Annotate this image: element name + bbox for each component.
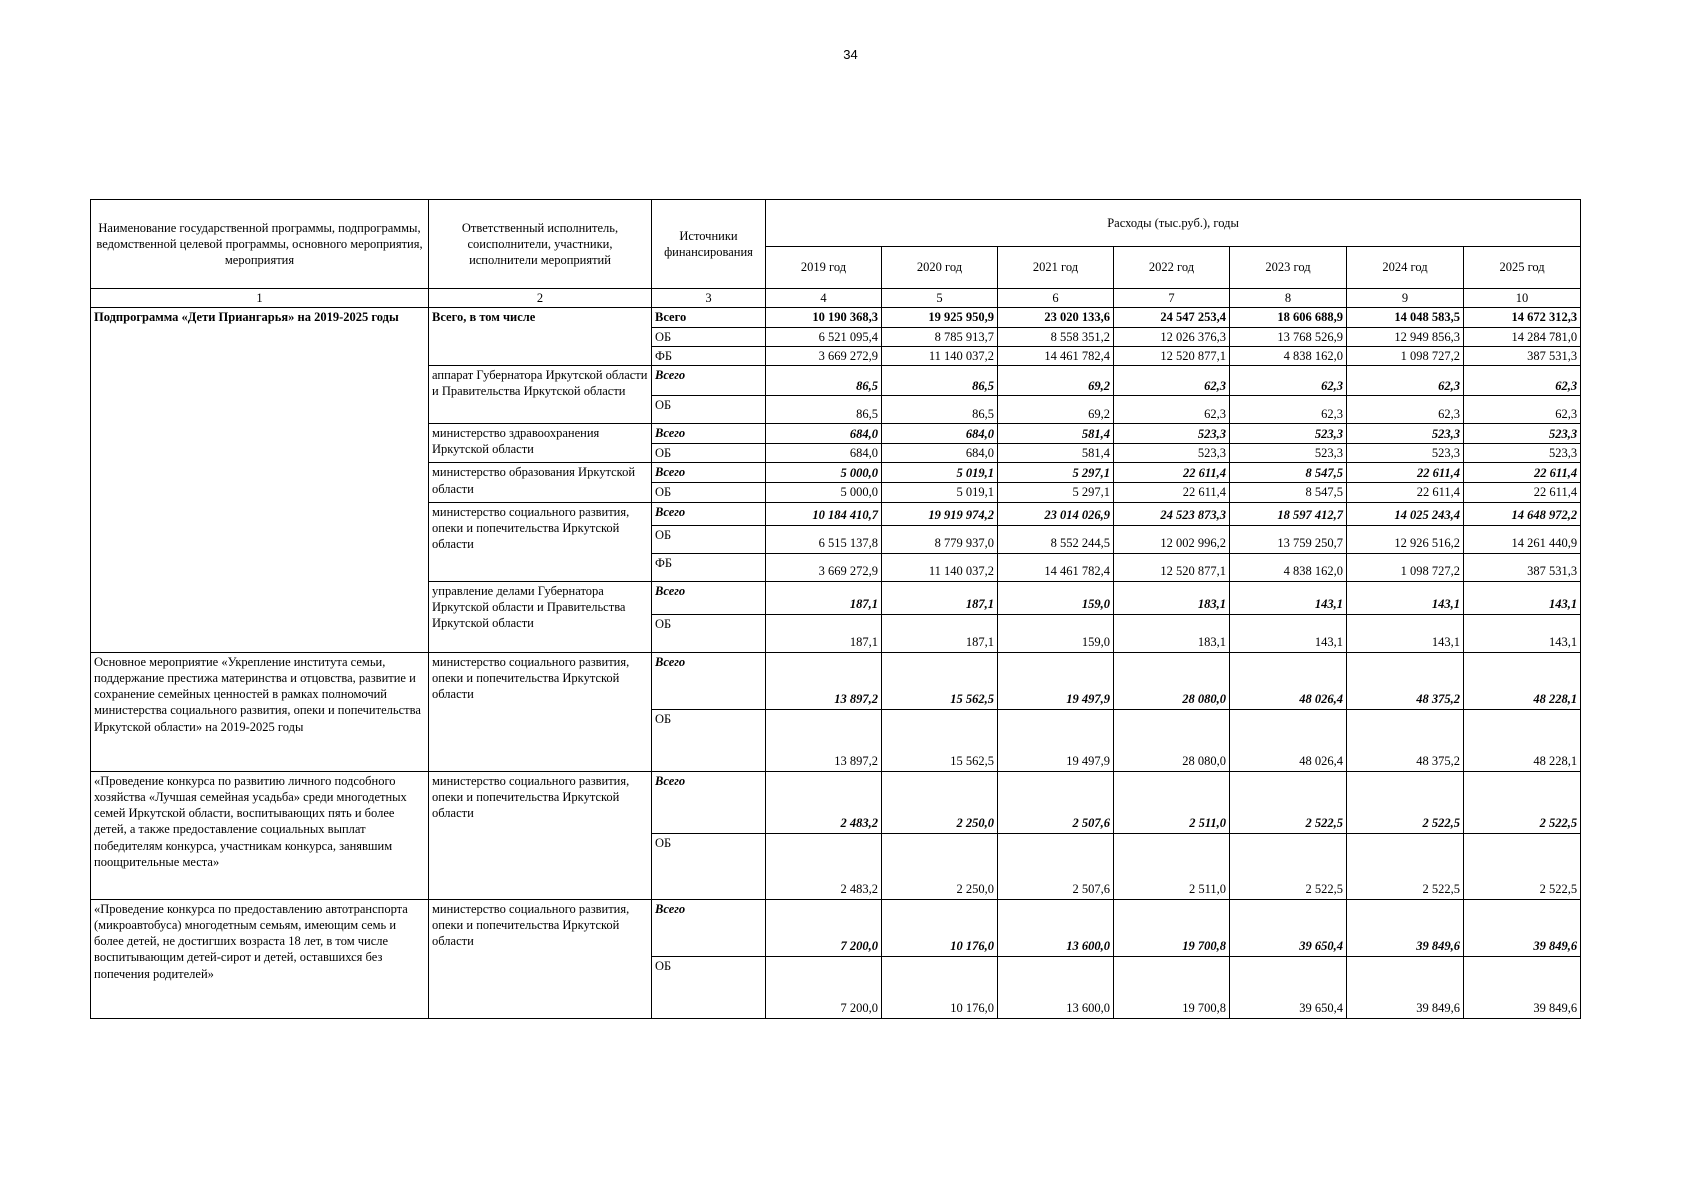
- expense-value-cell: 62,3: [1347, 366, 1464, 396]
- expense-value-cell: 3 669 272,9: [766, 553, 882, 581]
- expense-value-cell: 5 000,0: [766, 483, 882, 502]
- expense-value-cell: 5 297,1: [998, 483, 1114, 502]
- header-year: 2019 год: [766, 247, 882, 289]
- expense-value-cell: 12 520 877,1: [1114, 346, 1230, 365]
- expense-value-cell: 69,2: [998, 366, 1114, 396]
- expense-value-cell: 62,3: [1230, 366, 1347, 396]
- expense-value-cell: 1 098 727,2: [1347, 346, 1464, 365]
- funding-source-cell: Всего: [652, 652, 766, 709]
- expense-value-cell: 62,3: [1114, 366, 1230, 396]
- column-number: 3: [652, 289, 766, 308]
- expense-value-cell: 8 558 351,2: [998, 327, 1114, 346]
- expense-value-cell: 23 020 133,6: [998, 308, 1114, 327]
- funding-source-cell: ОБ: [652, 833, 766, 899]
- expense-value-cell: 14 461 782,4: [998, 553, 1114, 581]
- expense-value-cell: 86,5: [882, 366, 998, 396]
- table-row: [91, 308, 1581, 327]
- expense-value-cell: 62,3: [1347, 396, 1464, 424]
- funding-source-cell: ОБ: [652, 956, 766, 1018]
- expense-value-cell: 684,0: [766, 444, 882, 463]
- expense-value-cell: 18 606 688,9: [1230, 308, 1347, 327]
- expense-value-cell: 1 098 727,2: [1347, 553, 1464, 581]
- expense-value-cell: 4 838 162,0: [1230, 553, 1347, 581]
- expense-value-cell: 3 669 272,9: [766, 346, 882, 365]
- table-row: [91, 652, 1581, 709]
- funding-source-cell: Всего: [652, 308, 766, 327]
- expense-value-cell: 19 919 974,2: [882, 502, 998, 525]
- expense-value-cell: 187,1: [766, 581, 882, 614]
- table-body: [91, 308, 1581, 1018]
- expense-value-cell: 19 700,8: [1114, 899, 1230, 956]
- expense-value-cell: 143,1: [1464, 581, 1581, 614]
- funding-source-cell: Всего: [652, 899, 766, 956]
- expense-value-cell: 14 261 440,9: [1464, 525, 1581, 553]
- funding-source-cell: ОБ: [652, 483, 766, 502]
- expense-value-cell: 28 080,0: [1114, 709, 1230, 771]
- expense-value-cell: 8 785 913,7: [882, 327, 998, 346]
- expense-value-cell: 5 019,1: [882, 463, 998, 483]
- expense-value-cell: 7 200,0: [766, 899, 882, 956]
- expense-value-cell: 684,0: [882, 424, 998, 444]
- column-number: 10: [1464, 289, 1581, 308]
- header-year: 2024 год: [1347, 247, 1464, 289]
- expense-value-cell: 11 140 037,2: [882, 346, 998, 365]
- expense-value-cell: 581,4: [998, 424, 1114, 444]
- expense-value-cell: 4 838 162,0: [1230, 346, 1347, 365]
- table-row: [91, 899, 1581, 956]
- expense-value-cell: 62,3: [1464, 366, 1581, 396]
- expense-value-cell: 28 080,0: [1114, 652, 1230, 709]
- header-year: 2025 год: [1464, 247, 1581, 289]
- expense-value-cell: 86,5: [766, 366, 882, 396]
- expense-value-cell: 523,3: [1464, 424, 1581, 444]
- expense-value-cell: 10 176,0: [882, 899, 998, 956]
- expense-value-cell: 8 552 244,5: [998, 525, 1114, 553]
- expense-value-cell: 187,1: [766, 614, 882, 652]
- expense-value-cell: 48 228,1: [1464, 709, 1581, 771]
- expense-value-cell: 6 515 137,8: [766, 525, 882, 553]
- expense-value-cell: 39 650,4: [1230, 899, 1347, 956]
- funding-source-cell: ФБ: [652, 346, 766, 365]
- expense-value-cell: 14 461 782,4: [998, 346, 1114, 365]
- expense-value-cell: 159,0: [998, 581, 1114, 614]
- expense-value-cell: 143,1: [1230, 614, 1347, 652]
- column-number: 9: [1347, 289, 1464, 308]
- funding-source-cell: Всего: [652, 366, 766, 396]
- expense-value-cell: 13 897,2: [766, 709, 882, 771]
- expense-value-cell: 13 897,2: [766, 652, 882, 709]
- expense-value-cell: 523,3: [1464, 444, 1581, 463]
- expense-value-cell: 19 497,9: [998, 709, 1114, 771]
- expense-value-cell: 387 531,3: [1464, 346, 1581, 365]
- expense-value-cell: 48 026,4: [1230, 709, 1347, 771]
- expense-value-cell: 2 483,2: [766, 771, 882, 833]
- expense-value-cell: 22 611,4: [1464, 463, 1581, 483]
- expense-value-cell: 2 511,0: [1114, 833, 1230, 899]
- expense-value-cell: 10 176,0: [882, 956, 998, 1018]
- page-number: 34: [843, 47, 858, 62]
- expense-value-cell: 12 520 877,1: [1114, 553, 1230, 581]
- column-number: 5: [882, 289, 998, 308]
- expense-value-cell: 22 611,4: [1114, 483, 1230, 502]
- executor-cell: министерство социального развития, опеки и попечительства Иркутской области: [429, 771, 652, 899]
- column-numbers-row: [91, 289, 1581, 308]
- executor-cell: министерство образования Иркутской области: [429, 463, 652, 502]
- expense-value-cell: 12 926 516,2: [1347, 525, 1464, 553]
- expense-value-cell: 39 650,4: [1230, 956, 1347, 1018]
- expense-value-cell: 2 507,6: [998, 833, 1114, 899]
- expense-value-cell: 23 014 026,9: [998, 502, 1114, 525]
- expense-value-cell: 48 375,2: [1347, 652, 1464, 709]
- funding-source-cell: Всего: [652, 581, 766, 614]
- expense-value-cell: 2 483,2: [766, 833, 882, 899]
- header-year: 2023 год: [1230, 247, 1347, 289]
- expense-value-cell: 10 190 368,3: [766, 308, 882, 327]
- header-year: 2020 год: [882, 247, 998, 289]
- funding-source-cell: ФБ: [652, 553, 766, 581]
- funding-source-cell: Всего: [652, 771, 766, 833]
- expense-value-cell: 13 768 526,9: [1230, 327, 1347, 346]
- expense-value-cell: 5 297,1: [998, 463, 1114, 483]
- expense-value-cell: 684,0: [766, 424, 882, 444]
- executor-cell: министерство здравоохранения Иркутской области: [429, 424, 652, 463]
- expense-value-cell: 7 200,0: [766, 956, 882, 1018]
- expense-value-cell: 22 611,4: [1347, 483, 1464, 502]
- expense-value-cell: 12 002 996,2: [1114, 525, 1230, 553]
- column-number: 2: [429, 289, 652, 308]
- expense-value-cell: 14 284 781,0: [1464, 327, 1581, 346]
- column-number: 1: [91, 289, 429, 308]
- expense-value-cell: 22 611,4: [1347, 463, 1464, 483]
- funding-source-cell: ОБ: [652, 327, 766, 346]
- program-name-cell: Основное мероприятие «Укрепление института семьи, поддержание престижа материнства и отцовства, развитие и сохранение семейных ценностей в рамках полномочий министерства социального развития, опеки и попечительства Иркутской области» на 2019-2025 годы: [91, 652, 429, 771]
- expense-value-cell: 13 600,0: [998, 956, 1114, 1018]
- expense-value-cell: 62,3: [1230, 396, 1347, 424]
- expense-value-cell: 8 547,5: [1230, 483, 1347, 502]
- expense-value-cell: 183,1: [1114, 581, 1230, 614]
- expense-value-cell: 2 522,5: [1230, 833, 1347, 899]
- executor-cell: управление делами Губернатора Иркутской области и Правительства Иркутской области: [429, 581, 652, 652]
- expense-value-cell: 15 562,5: [882, 709, 998, 771]
- funding-source-cell: ОБ: [652, 709, 766, 771]
- expense-value-cell: 48 026,4: [1230, 652, 1347, 709]
- expense-value-cell: 2 250,0: [882, 833, 998, 899]
- funding-source-cell: ОБ: [652, 396, 766, 424]
- expense-value-cell: 24 523 873,3: [1114, 502, 1230, 525]
- expense-value-cell: 684,0: [882, 444, 998, 463]
- expense-value-cell: 19 700,8: [1114, 956, 1230, 1018]
- expense-value-cell: 523,3: [1114, 424, 1230, 444]
- funding-source-cell: Всего: [652, 424, 766, 444]
- expense-value-cell: 523,3: [1230, 424, 1347, 444]
- funding-source-cell: ОБ: [652, 525, 766, 553]
- expense-value-cell: 187,1: [882, 614, 998, 652]
- expense-value-cell: 62,3: [1114, 396, 1230, 424]
- expense-value-cell: 6 521 095,4: [766, 327, 882, 346]
- expense-value-cell: 12 026 376,3: [1114, 327, 1230, 346]
- expense-value-cell: 22 611,4: [1114, 463, 1230, 483]
- header-source: Источники финансирования: [652, 200, 766, 289]
- funding-source-cell: Всего: [652, 463, 766, 483]
- expense-value-cell: 2 522,5: [1464, 771, 1581, 833]
- expense-value-cell: 143,1: [1347, 614, 1464, 652]
- expense-value-cell: 48 375,2: [1347, 709, 1464, 771]
- expense-value-cell: 523,3: [1230, 444, 1347, 463]
- header-expenses: Расходы (тыс.руб.), годы: [766, 200, 1581, 247]
- expense-value-cell: 2 522,5: [1230, 771, 1347, 833]
- expense-value-cell: 581,4: [998, 444, 1114, 463]
- expense-value-cell: 11 140 037,2: [882, 553, 998, 581]
- funding-source-cell: ОБ: [652, 614, 766, 652]
- expense-value-cell: 159,0: [998, 614, 1114, 652]
- budget-table: [90, 199, 1581, 1019]
- expense-value-cell: 12 949 856,3: [1347, 327, 1464, 346]
- expense-value-cell: 2 511,0: [1114, 771, 1230, 833]
- expense-value-cell: 8 547,5: [1230, 463, 1347, 483]
- program-name-cell: Подпрограмма «Дети Приангарья» на 2019-2025 годы: [91, 308, 429, 652]
- expense-value-cell: 2 522,5: [1347, 771, 1464, 833]
- column-number: 4: [766, 289, 882, 308]
- column-number: 8: [1230, 289, 1347, 308]
- expense-value-cell: 187,1: [882, 581, 998, 614]
- expense-value-cell: 5 019,1: [882, 483, 998, 502]
- expense-value-cell: 143,1: [1230, 581, 1347, 614]
- expense-value-cell: 48 228,1: [1464, 652, 1581, 709]
- expense-value-cell: 2 522,5: [1464, 833, 1581, 899]
- expense-value-cell: 183,1: [1114, 614, 1230, 652]
- expense-value-cell: 523,3: [1347, 424, 1464, 444]
- expense-value-cell: 523,3: [1347, 444, 1464, 463]
- program-name-cell: «Проведение конкурса по предоставлению автотранспорта (микроавтобуса) многодетным семьям, имеющим семь и более детей, не достигших возраста 18 лет, в том числе воспитывающим детей-сирот и детей, оставшихся без попечения родителей»: [91, 899, 429, 1018]
- column-number: 7: [1114, 289, 1230, 308]
- expense-value-cell: 13 600,0: [998, 899, 1114, 956]
- expense-value-cell: 143,1: [1464, 614, 1581, 652]
- expense-value-cell: 24 547 253,4: [1114, 308, 1230, 327]
- expense-value-cell: 387 531,3: [1464, 553, 1581, 581]
- executor-cell: министерство социального развития, опеки и попечительства Иркутской области: [429, 502, 652, 581]
- expense-value-cell: 39 849,6: [1347, 956, 1464, 1018]
- executor-cell: Всего, в том числе: [429, 308, 652, 366]
- expense-value-cell: 10 184 410,7: [766, 502, 882, 525]
- expense-value-cell: 523,3: [1114, 444, 1230, 463]
- expense-value-cell: 62,3: [1464, 396, 1581, 424]
- header-year: 2021 год: [998, 247, 1114, 289]
- expense-value-cell: 14 672 312,3: [1464, 308, 1581, 327]
- expense-value-cell: 19 497,9: [998, 652, 1114, 709]
- table-row: [91, 771, 1581, 833]
- executor-cell: министерство социального развития, опеки и попечительства Иркутской области: [429, 652, 652, 771]
- expense-value-cell: 2 250,0: [882, 771, 998, 833]
- header-name: Наименование государственной программы, подпрограммы, ведомственной целевой программы, основного мероприятия, мероприятия: [91, 200, 429, 289]
- expense-value-cell: 18 597 412,7: [1230, 502, 1347, 525]
- column-number: 6: [998, 289, 1114, 308]
- header-executor: Ответственный исполнитель, соисполнители, участники, исполнители мероприятий: [429, 200, 652, 289]
- expense-value-cell: 2 507,6: [998, 771, 1114, 833]
- executor-cell: министерство социального развития, опеки и попечительства Иркутской области: [429, 899, 652, 1018]
- expense-value-cell: 143,1: [1347, 581, 1464, 614]
- program-name-cell: «Проведение конкурса по развитию личного подсобного хозяйства «Лучшая семейная усадьба» среди многодетных семей Иркутской области, воспитывающих пять и более детей, а также предоставление социальных выплат победителям конкурса, участникам конкурса, занявшим поощрительные места»: [91, 771, 429, 899]
- expense-value-cell: 5 000,0: [766, 463, 882, 483]
- expense-value-cell: 8 779 937,0: [882, 525, 998, 553]
- expense-value-cell: 39 849,6: [1347, 899, 1464, 956]
- expense-value-cell: 15 562,5: [882, 652, 998, 709]
- expense-value-cell: 14 648 972,2: [1464, 502, 1581, 525]
- expense-value-cell: 69,2: [998, 396, 1114, 424]
- expense-value-cell: 22 611,4: [1464, 483, 1581, 502]
- expense-value-cell: 2 522,5: [1347, 833, 1464, 899]
- expense-value-cell: 14 025 243,4: [1347, 502, 1464, 525]
- expense-value-cell: 39 849,6: [1464, 956, 1581, 1018]
- expense-value-cell: 86,5: [766, 396, 882, 424]
- expense-value-cell: 39 849,6: [1464, 899, 1581, 956]
- funding-source-cell: ОБ: [652, 444, 766, 463]
- funding-source-cell: Всего: [652, 502, 766, 525]
- expense-value-cell: 13 759 250,7: [1230, 525, 1347, 553]
- expense-value-cell: 86,5: [882, 396, 998, 424]
- header-year: 2022 год: [1114, 247, 1230, 289]
- expense-value-cell: 19 925 950,9: [882, 308, 998, 327]
- executor-cell: аппарат Губернатора Иркутской области и Правительства Иркутской области: [429, 366, 652, 424]
- expense-value-cell: 14 048 583,5: [1347, 308, 1464, 327]
